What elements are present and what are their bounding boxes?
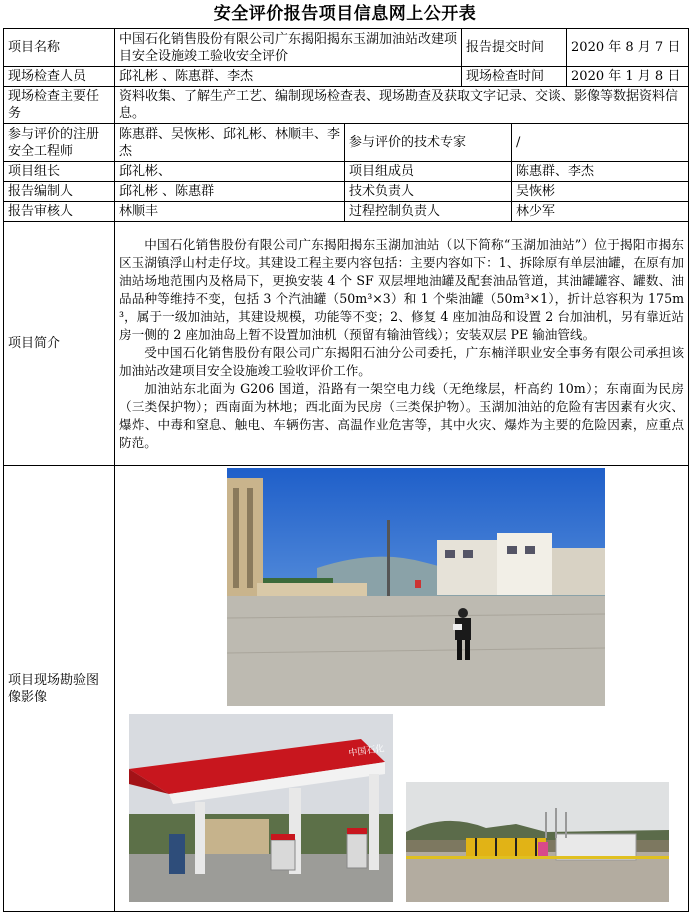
row-project-name: [4, 29, 689, 67]
row-reviewer: [4, 202, 689, 222]
value-inspect-tasks: 资料收集、了解生产工艺、编制现场检查表、现场勘查及获取文字记录、交谈、影像等数据资料信息。: [115, 87, 689, 124]
site-photo-tank-area: [406, 782, 669, 902]
row-inspectors: [4, 67, 689, 87]
intro-paragraph: 加油站东北面为 G206 国道，沿路有一架空电力线（无绝缘层，杆高约 10m）；东南面为民房（三类保护物）；西南面为林地；西北面为民房（三类保护物）。玉湖加油站的危险有害因素有火灾、爆炸、中毒和窒息、触电、车辆伤害、高温作业危害等，其中火灾、爆炸为主要的危险因素，应重点防范。: [119, 380, 685, 450]
row-photos: [4, 466, 689, 912]
photos-cell: [115, 466, 689, 912]
label-engineers: 参与评价的注册安全工程师: [4, 124, 115, 162]
value-tech-lead: 吴恢彬: [512, 182, 689, 202]
site-photo-inspector: [227, 468, 605, 706]
row-engineers: [4, 124, 689, 162]
label-photos: 项目现场勘验图像影像: [4, 466, 115, 912]
intro-paragraph: 中国石化销售股份有限公司广东揭阳揭东玉湖加油站（以下简称“玉湖加油站”）位于揭阳市揭东区玉湖镇浮山村走仔坟。其建设工程主要内容包括：主要内容如下：1、拆除原有单层油罐，在原有加油站场地范围内及格局下，更换安装 4 个 SF 双层埋地油罐及配套油品管道，其油罐罐容、罐数、油品品种等维持不变，包括 3 个汽油罐（50m³×3）和 1 个柴油罐（50m³×1），折计总容积为 175m³，属于一级加油站，其建设规模，功能等不变；2、修复 4 座加油岛和设置 2 台加油机，另有靠近站房一侧的 2 座加油岛上暂不设置加油机（预留有输油管线）；安装双层 PE 输油管线。: [119, 236, 685, 342]
label-inspectors: 现场检查人员: [4, 67, 115, 87]
value-submit-time: 2020 年 8 月 7 日: [567, 29, 689, 67]
label-compiler: 报告编制人: [4, 182, 115, 202]
row-intro: [4, 222, 689, 466]
value-inspectors: 邱礼彬 、陈惠群、李杰: [115, 67, 462, 87]
value-inspect-time: 2020 年 1 月 8 日: [567, 67, 689, 87]
value-group-members: 陈惠群、李杰: [512, 162, 689, 182]
label-process-control: 过程控制负责人: [345, 202, 512, 222]
value-reviewer: 林顺丰: [115, 202, 345, 222]
label-reviewer: 报告审核人: [4, 202, 115, 222]
label-inspect-tasks: 现场检查主要任务: [4, 87, 115, 124]
label-intro: 项目简介: [4, 222, 115, 466]
page-title: 安全评价报告项目信息网上公开表: [213, 4, 477, 24]
intro-paragraph: 受中国石化销售股份有限公司广东揭阳石油分公司委托，广东楠洋职业安全事务有限公司承担该加油站改建项目安全设施竣工验收评价工作。: [119, 344, 685, 378]
label-tech-lead: 技术负责人: [345, 182, 512, 202]
label-inspect-time: 现场检查时间: [462, 67, 567, 87]
site-photo-canopy: [129, 714, 393, 902]
label-project-name: 项目名称: [4, 29, 115, 67]
value-project-name: 中国石化销售股份有限公司广东揭阳揭东玉湖加油站改建项目安全设施竣工验收安全评价: [115, 29, 462, 67]
value-tech-experts: /: [512, 124, 689, 162]
value-group-leader: 邱礼彬、: [115, 162, 345, 182]
intro-text: [115, 222, 689, 466]
info-table: [3, 28, 689, 912]
value-engineers: 陈惠群、吴恢彬、邱礼彬、林顺丰、李杰: [115, 124, 345, 162]
label-tech-experts: 参与评价的技术专家: [345, 124, 512, 162]
canopy-brand-text: 中国石化: [348, 744, 386, 759]
label-submit-time: 报告提交时间: [462, 29, 567, 67]
row-group: [4, 162, 689, 182]
label-group-members: 项目组成员: [345, 162, 512, 182]
row-tasks: [4, 87, 689, 124]
label-group-leader: 项目组长: [4, 162, 115, 182]
row-compiler: [4, 182, 689, 202]
value-process-control: 林少军: [512, 202, 689, 222]
value-compiler: 邱礼彬 、陈惠群: [115, 182, 345, 202]
